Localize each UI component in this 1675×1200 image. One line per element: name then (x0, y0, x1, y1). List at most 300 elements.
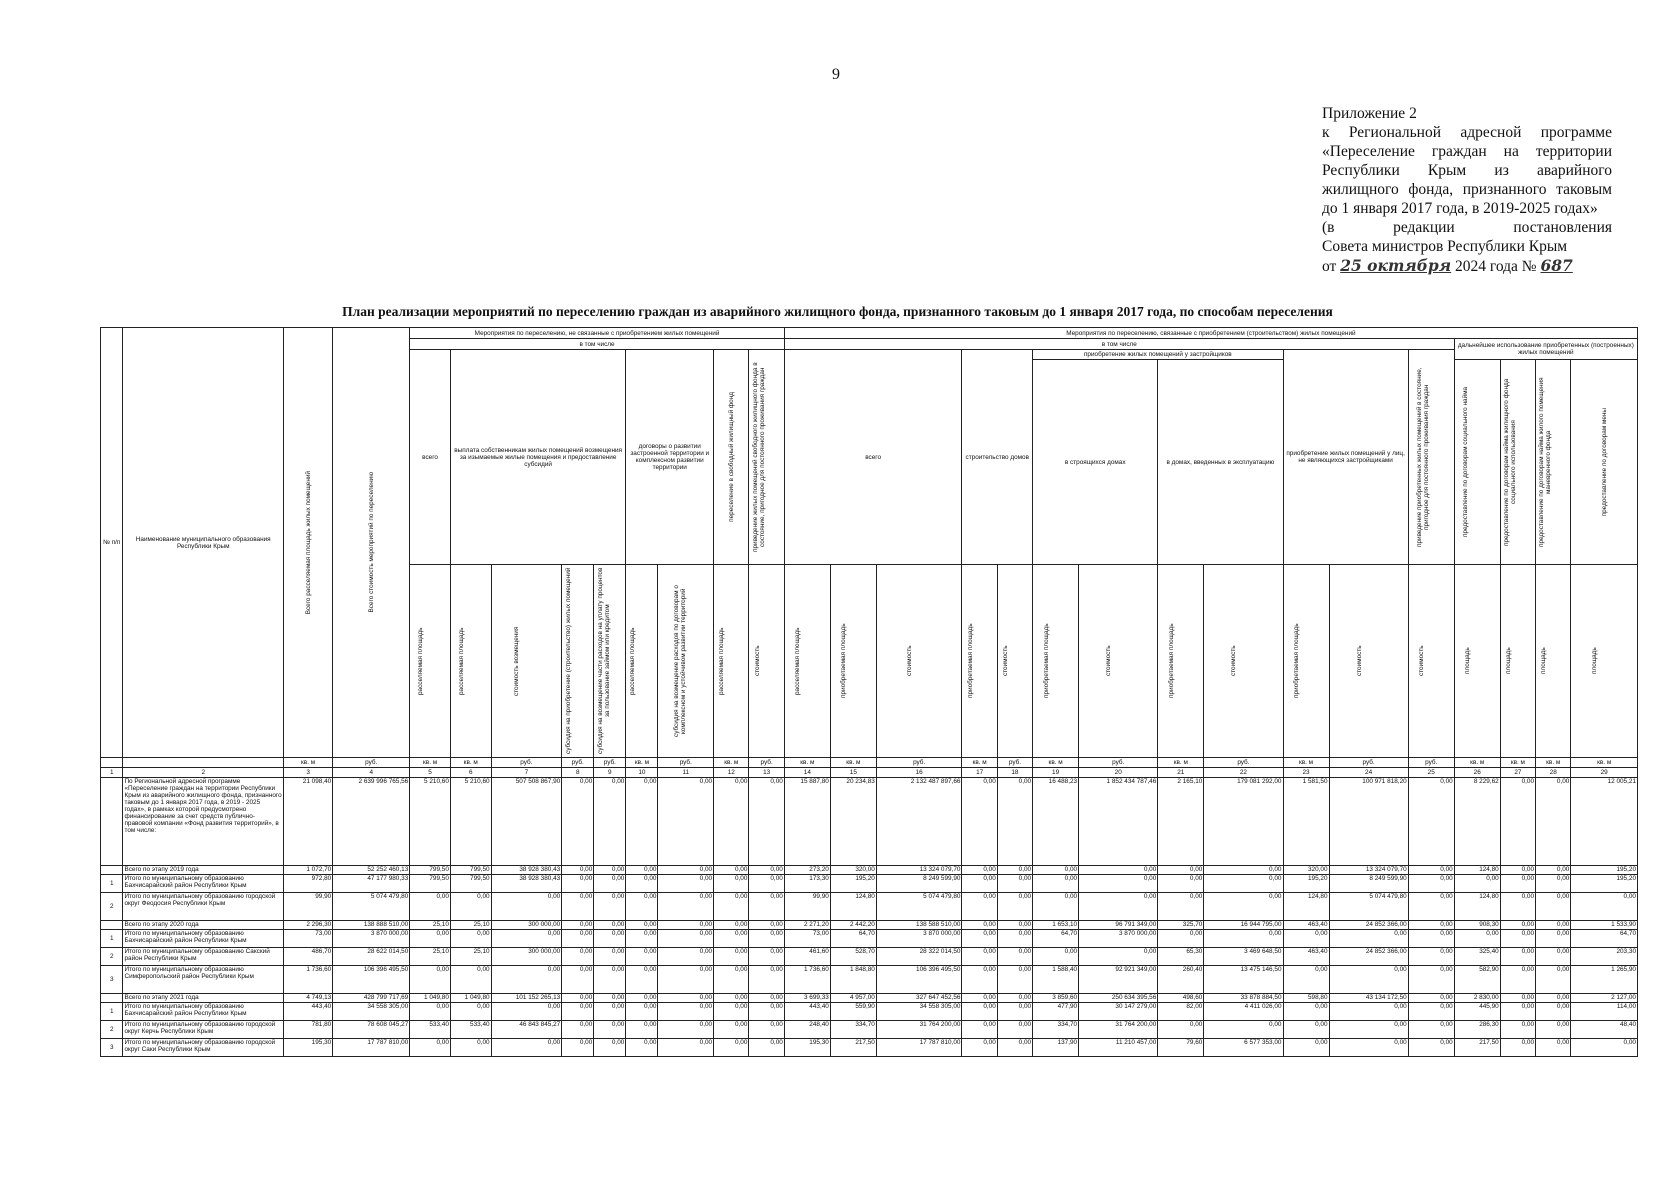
table-row (101, 866, 1638, 875)
value-cell: 2 132 487 897,66 (876, 778, 962, 866)
unit-cell: кв. м (283, 758, 332, 768)
value-cell: 0,00 (410, 966, 451, 994)
header-b-purchase-dev: приобретение жилых помещений у застройщиков (1033, 350, 1283, 360)
value-cell: 486,70 (283, 948, 332, 966)
value-cell: 0,00 (1536, 875, 1571, 893)
value-cell: 1 736,60 (784, 966, 830, 994)
value-cell: 13 324 079,70 (1329, 866, 1408, 875)
page-number: 9 (832, 66, 840, 83)
value-cell: 2 271,20 (784, 921, 830, 930)
value-cell: 3 699,33 (784, 994, 830, 1003)
row-name: Всего по этапу 2019 года (123, 866, 284, 875)
header-a-bring (749, 350, 784, 565)
row-index (101, 778, 123, 866)
value-cell: 0,00 (626, 994, 658, 1003)
value-cell: 2 442,20 (830, 921, 876, 930)
value-cell: 445,90 (1454, 1003, 1500, 1021)
header-b-commissioned: в домах, введенных в эксплуатацию (1158, 360, 1283, 565)
value-cell: 0,00 (1204, 875, 1283, 893)
header-subcol-text: стоимость (1355, 645, 1363, 677)
value-cell: 0,00 (491, 1039, 562, 1057)
value-cell: 3 870 000,00 (1079, 930, 1158, 948)
value-cell: 0,00 (1500, 875, 1535, 893)
value-cell: 0,00 (658, 1039, 714, 1057)
header-subcol-text: приобретаемая площадь (1042, 623, 1050, 699)
row-name: По Региональной адресной программе «Переселение граждан на территории Республики Крым из аварийного жилищного фонда, признанного таковым до 1 января 2017 года, в 2019 - 2025 годах», в рамках которой предусмотрено финансирование за счет средств публично-правовой компании «Фонд развития территорий», в том числе: (123, 778, 284, 866)
row-index: 1 (101, 875, 123, 893)
value-cell: 0,00 (1329, 930, 1408, 948)
value-cell: 0,00 (562, 1003, 594, 1021)
value-cell: 173,30 (784, 875, 830, 893)
value-cell: 0,00 (997, 994, 1032, 1003)
column-numbers-row (101, 768, 1638, 778)
value-cell: 0,00 (410, 1039, 451, 1057)
header-total-cost (333, 328, 410, 758)
unit-cell: кв. м (410, 758, 451, 768)
column-number-cell: 25 (1408, 768, 1454, 778)
value-cell: 0,00 (1500, 966, 1535, 994)
value-cell: 0,00 (450, 966, 491, 994)
value-cell: 0,00 (962, 893, 997, 921)
row-name: Итого по муниципальному образованию Бахчисарайский район Республики Крым (123, 930, 284, 948)
table-row (101, 1003, 1638, 1021)
column-number-cell: 28 (1536, 768, 1571, 778)
value-cell: 31 764 200,00 (1079, 1021, 1158, 1039)
value-cell: 0,00 (1408, 994, 1454, 1003)
value-cell: 25,10 (450, 948, 491, 966)
value-cell: 0,00 (997, 778, 1032, 866)
value-cell: 34 558 305,00 (876, 1003, 962, 1021)
table-row (101, 1021, 1638, 1039)
unit-cell: руб. (997, 758, 1032, 768)
value-cell: 3 870 000,00 (333, 930, 410, 948)
value-cell: 320,00 (1283, 866, 1329, 875)
value-cell: 0,00 (562, 921, 594, 930)
value-cell: 0,00 (962, 778, 997, 866)
unit-cell: руб. (491, 758, 562, 768)
table-container (100, 327, 1638, 1057)
value-cell: 0,00 (1500, 1039, 1535, 1057)
header-a-free-text: переселение в свободный жилищный фонд (727, 392, 735, 522)
value-cell: 0,00 (658, 966, 714, 994)
row-index: 1 (101, 1003, 123, 1021)
header-subcol-text: приобретаемая площадь (840, 623, 848, 699)
row-index: 2 (101, 893, 123, 921)
value-cell: 0,00 (1283, 1021, 1329, 1039)
header-subcol-10 (626, 565, 658, 758)
value-cell: 0,00 (450, 1039, 491, 1057)
row-index (101, 866, 123, 875)
value-cell: 799,50 (450, 875, 491, 893)
value-cell: 5 210,60 (450, 778, 491, 866)
value-cell: 24 852 366,00 (1329, 948, 1408, 966)
table-row (101, 966, 1638, 994)
value-cell: 0,00 (410, 893, 451, 921)
value-cell: 0,00 (1500, 866, 1535, 875)
value-cell: 0,00 (658, 1003, 714, 1021)
value-cell: 38 928 380,43 (491, 866, 562, 875)
value-cell: 0,00 (1454, 875, 1500, 893)
value-cell: 73,00 (784, 930, 830, 948)
unit-cell: кв. м (450, 758, 491, 768)
value-cell: 0,00 (491, 966, 562, 994)
row-index: 3 (101, 966, 123, 994)
value-cell: 0,00 (1571, 893, 1638, 921)
value-cell: 0,00 (1033, 866, 1079, 875)
appendix-line: «Переселение граждан на территории (1322, 143, 1612, 160)
value-cell: 124,80 (830, 893, 876, 921)
unit-cell: кв. м (1536, 758, 1571, 768)
value-cell: 0,00 (1033, 875, 1079, 893)
column-number-cell: 10 (626, 768, 658, 778)
header-f-spec-text: предоставление по договорам найма жилищного фонда социального использования (1502, 378, 1517, 546)
value-cell: 300 000,00 (491, 921, 562, 930)
table-row (101, 893, 1638, 921)
value-cell: 33 878 884,50 (1204, 994, 1283, 1003)
value-cell: 0,00 (562, 778, 594, 866)
row-name: Итого по муниципальному образованию городской округ Саки Республики Крым (123, 1039, 284, 1057)
table-row (101, 994, 1638, 1003)
appendix-block (1322, 104, 1612, 276)
value-cell: 0,00 (1408, 966, 1454, 994)
column-number-cell: 9 (594, 768, 626, 778)
value-cell: 0,00 (1454, 930, 1500, 948)
value-cell: 0,00 (1204, 930, 1283, 948)
value-cell: 0,00 (714, 948, 749, 966)
unit-cell: кв. м (1033, 758, 1079, 768)
header-f-maneuver (1536, 360, 1571, 565)
value-cell: 320,00 (830, 866, 876, 875)
header-subcol-text: стоимость возмещения (513, 626, 521, 696)
column-number-cell: 27 (1500, 768, 1535, 778)
value-cell: 0,00 (1500, 948, 1535, 966)
value-cell: 106 396 495,50 (333, 966, 410, 994)
value-cell: 0,00 (714, 875, 749, 893)
value-cell: 1 852 434 787,46 (1079, 778, 1158, 866)
header-f-spec (1500, 360, 1535, 565)
row-index: 2 (101, 948, 123, 966)
value-cell: 0,00 (714, 778, 749, 866)
header-subcol-11 (658, 565, 714, 758)
value-cell: 0,00 (1500, 778, 1535, 866)
value-cell: 0,00 (658, 948, 714, 966)
unit-cell: руб. (1408, 758, 1454, 768)
column-number-cell: 5 (410, 768, 451, 778)
value-cell: 195,20 (830, 875, 876, 893)
value-cell: 5 074 479,80 (333, 893, 410, 921)
value-cell: 6 577 353,00 (1204, 1039, 1283, 1057)
value-cell: 28 322 014,50 (876, 948, 962, 966)
value-cell: 0,00 (594, 875, 626, 893)
value-cell: 3 469 648,50 (1204, 948, 1283, 966)
value-cell: 195,20 (1571, 875, 1638, 893)
value-cell: 0,00 (626, 1039, 658, 1057)
value-cell: 0,00 (562, 930, 594, 948)
column-number-cell: 6 (450, 768, 491, 778)
value-cell: 260,40 (1158, 966, 1204, 994)
appendix-line: Республики Крым из аварийного (1322, 162, 1612, 179)
value-cell: 0,00 (491, 1003, 562, 1021)
value-cell: 138 888 510,00 (333, 921, 410, 930)
value-cell: 0,00 (491, 893, 562, 921)
header-subcol-22 (1204, 565, 1283, 758)
value-cell: 21 098,40 (283, 778, 332, 866)
unit-cell: кв. м (784, 758, 830, 768)
row-index (101, 921, 123, 930)
value-cell: 0,00 (714, 930, 749, 948)
value-cell: 124,80 (1454, 893, 1500, 921)
value-cell: 334,70 (1033, 1021, 1079, 1039)
value-cell: 48,40 (1571, 1021, 1638, 1039)
value-cell: 0,00 (658, 994, 714, 1003)
unit-cell: руб. (658, 758, 714, 768)
unit-cell: кв. м (1500, 758, 1535, 768)
value-cell: 528,70 (830, 948, 876, 966)
value-cell: 0,00 (562, 875, 594, 893)
value-cell: 0,00 (997, 1039, 1032, 1057)
value-cell: 0,00 (1329, 1039, 1408, 1057)
header-further-use: дальнейшее использование приобретенных (построенных) жилых помещений (1454, 339, 1637, 360)
value-cell: 0,00 (1408, 930, 1454, 948)
value-cell: 0,00 (562, 994, 594, 1003)
value-cell: 1 848,80 (830, 966, 876, 994)
value-cell: 0,00 (1408, 866, 1454, 875)
table-title: План реализации мероприятий по переселению граждан из аварийного жилищного фонда, признанного таковым до 1 января 2017 года, по способам переселения (342, 304, 1333, 319)
value-cell: 0,00 (1536, 930, 1571, 948)
value-cell: 8 229,62 (1454, 778, 1500, 866)
value-cell: 0,00 (450, 1003, 491, 1021)
column-number-cell: 18 (997, 768, 1032, 778)
value-cell: 0,00 (626, 893, 658, 921)
value-cell: 0,00 (594, 1003, 626, 1021)
value-cell: 0,00 (562, 866, 594, 875)
appendix-line: Совета министров Республики Крым (1322, 238, 1568, 255)
value-cell: 0,00 (1536, 1039, 1571, 1057)
value-cell: 0,00 (562, 1039, 594, 1057)
value-cell: 124,80 (1283, 893, 1329, 921)
value-cell: 325,40 (1454, 948, 1500, 966)
value-cell: 13 324 079,70 (876, 866, 962, 875)
header-subcol-text: стоимость (1001, 645, 1009, 677)
value-cell: 0,00 (1283, 930, 1329, 948)
header-subcol-text: стоимость (1418, 645, 1426, 677)
row-index: 3 (101, 1039, 123, 1057)
value-cell: 0,00 (1329, 966, 1408, 994)
value-cell: 327 647 452,56 (876, 994, 962, 1003)
value-cell: 443,40 (784, 1003, 830, 1021)
appendix-line: до 1 января 2017 года, в 2019-2025 годах» (1322, 200, 1598, 217)
value-cell: 0,00 (749, 1039, 784, 1057)
row-name: Итого по муниципальному образованию Симферопольский район Республики Крым (123, 966, 284, 994)
value-cell: 0,00 (962, 1039, 997, 1057)
value-cell: 799,50 (410, 866, 451, 875)
header-subcol-6 (450, 565, 491, 758)
value-cell: 0,00 (1204, 893, 1283, 921)
value-cell: 0,00 (1079, 866, 1158, 875)
value-cell: 463,40 (1283, 921, 1329, 930)
unit-cell (101, 758, 123, 768)
value-cell: 0,00 (714, 1021, 749, 1039)
header-group-b: Мероприятия по переселению, связанные с приобретением (строительством) жилых помещений (784, 328, 1637, 339)
value-cell: 0,00 (626, 875, 658, 893)
value-cell: 0,00 (1536, 866, 1571, 875)
value-cell: 461,60 (784, 948, 830, 966)
value-cell: 0,00 (594, 778, 626, 866)
value-cell: 203,30 (1571, 948, 1638, 966)
value-cell: 20 234,83 (830, 778, 876, 866)
value-cell: 46 843 845,27 (491, 1021, 562, 1039)
header-subcol-23 (1283, 565, 1329, 758)
value-cell: 137,90 (1033, 1039, 1079, 1057)
value-cell: 2 127,00 (1571, 994, 1638, 1003)
header-subcol-26 (1454, 565, 1500, 758)
value-cell: 0,00 (626, 1021, 658, 1039)
row-index: 2 (101, 1021, 123, 1039)
header-subcol-text: площадь (1591, 647, 1599, 675)
value-cell: 0,00 (1079, 948, 1158, 966)
value-cell: 0,00 (1079, 893, 1158, 921)
value-cell: 0,00 (1536, 994, 1571, 1003)
value-cell: 0,00 (1158, 1021, 1204, 1039)
value-cell: 533,40 (410, 1021, 451, 1039)
value-cell: 43 134 172,50 (1329, 994, 1408, 1003)
value-cell: 286,30 (1454, 1021, 1500, 1039)
value-cell: 781,80 (283, 1021, 332, 1039)
header-subcol-text: расселяемая площадь (718, 627, 726, 695)
value-cell: 0,00 (658, 930, 714, 948)
value-cell: 16 944 795,00 (1204, 921, 1283, 930)
header-subcol-text: субсидия на приобретение (строительство) жилых помещений (564, 567, 572, 755)
value-cell: 1 588,40 (1033, 966, 1079, 994)
value-cell: 0,00 (1408, 875, 1454, 893)
header-group-a: Мероприятия по переселению, не связанные с приобретением жилых помещений (410, 328, 785, 339)
value-cell: 0,00 (962, 921, 997, 930)
header-b-bring (1408, 350, 1454, 565)
header-group-a-incl: в том числе (410, 339, 785, 350)
value-cell: 498,60 (1158, 994, 1204, 1003)
value-cell: 78 608 045,27 (333, 1021, 410, 1039)
value-cell: 96 791 349,00 (1079, 921, 1158, 930)
value-cell: 0,00 (997, 930, 1032, 948)
value-cell: 82,00 (1158, 1003, 1204, 1021)
value-cell: 217,50 (1454, 1039, 1500, 1057)
header-group-b-incl: в том числе (784, 339, 1454, 350)
header-a-bring-text: приведение жилых помещений свободного жилищного фонда в состояние, пригодное для постоянного проживания граждан (751, 362, 766, 552)
value-cell: 0,00 (1500, 893, 1535, 921)
header-subcol-text: субсидия на возмещение части расходов на уплату процентов за пользование займом или кредитом (596, 567, 611, 755)
value-cell: 0,00 (1536, 1003, 1571, 1021)
value-cell: 0,00 (1329, 1003, 1408, 1021)
year-text: 2024 года № (1454, 258, 1537, 275)
value-cell: 0,00 (1158, 866, 1204, 875)
value-cell: 1 049,80 (450, 994, 491, 1003)
value-cell: 0,00 (562, 893, 594, 921)
value-cell: 0,00 (626, 1003, 658, 1021)
value-cell: 334,70 (830, 1021, 876, 1039)
header-a-payout: выплата собственникам жилых помещений возмещения за изымаемые жилые помещения и предоставление субсидий (450, 350, 625, 565)
header-subcol-text: расселяемая площадь (457, 627, 465, 695)
header-f-social (1454, 360, 1500, 565)
value-cell: 0,00 (962, 866, 997, 875)
value-cell: 0,00 (1536, 893, 1571, 921)
header-subcol-text: приобретаемая площадь (966, 623, 974, 699)
value-cell: 0,00 (997, 966, 1032, 994)
value-cell: 0,00 (658, 875, 714, 893)
row-name: Итого по муниципальному образованию городской округ Феодосия Республики Крым (123, 893, 284, 921)
column-number-cell: 17 (962, 768, 997, 778)
column-number-cell: 19 (1033, 768, 1079, 778)
header-subcol-5 (410, 565, 451, 758)
value-cell: 0,00 (1408, 893, 1454, 921)
value-cell: 0,00 (714, 893, 749, 921)
appendix-date-line (1322, 256, 1612, 276)
header-subcol-text: субсидия на возмещение расходов по договорам о комплексном и устойчивом развитии территорий (672, 585, 687, 737)
header-f-exchange-text: предоставление по договорам мены (1600, 407, 1608, 517)
date-prefix: от (1322, 258, 1337, 275)
value-cell: 0,00 (714, 966, 749, 994)
value-cell: 0,00 (1408, 1021, 1454, 1039)
value-cell: 0,00 (594, 1039, 626, 1057)
unit-cell: руб. (333, 758, 410, 768)
header-subcol-text: приобретаемая площадь (1167, 623, 1175, 699)
table-row (101, 921, 1638, 930)
value-cell: 0,00 (1204, 1021, 1283, 1039)
value-cell: 0,00 (1204, 866, 1283, 875)
value-cell: 1 736,60 (283, 966, 332, 994)
value-cell: 0,00 (962, 994, 997, 1003)
value-cell: 0,00 (962, 1021, 997, 1039)
value-cell: 0,00 (749, 994, 784, 1003)
unit-cell: кв. м (1158, 758, 1204, 768)
value-cell: 0,00 (1571, 1039, 1638, 1057)
value-cell: 972,80 (283, 875, 332, 893)
value-cell: 0,00 (714, 994, 749, 1003)
unit-cell: кв. м (1283, 758, 1329, 768)
value-cell: 15 887,80 (784, 778, 830, 866)
header-subcol-text: стоимость (753, 645, 761, 677)
value-cell: 0,00 (1158, 893, 1204, 921)
value-cell: 0,00 (626, 866, 658, 875)
header-subcol-14 (784, 565, 830, 758)
unit-cell: кв. м (1454, 758, 1500, 768)
value-cell: 0,00 (658, 778, 714, 866)
value-cell: 0,00 (1283, 966, 1329, 994)
value-cell: 0,00 (997, 921, 1032, 930)
value-cell: 0,00 (1283, 1039, 1329, 1057)
header-b-under-constr: в строящихся домах (1033, 360, 1158, 565)
header-subcol-text: расселяемая площадь (794, 627, 802, 695)
handwritten-date: 25 октября (1340, 256, 1452, 275)
column-number-cell: 1 (101, 768, 123, 778)
value-cell: 443,40 (283, 1003, 332, 1021)
value-cell: 0,00 (450, 930, 491, 948)
value-cell: 0,00 (997, 875, 1032, 893)
column-number-cell: 14 (784, 768, 830, 778)
unit-cell: руб. (876, 758, 962, 768)
unit-cell: кв. м (962, 758, 997, 768)
value-cell: 5 074 479,80 (1329, 893, 1408, 921)
value-cell: 1 533,90 (1571, 921, 1638, 930)
column-number-cell: 26 (1454, 768, 1500, 778)
header-subcol-24 (1329, 565, 1408, 758)
header-subcol-21 (1158, 565, 1204, 758)
value-cell: 0,00 (562, 948, 594, 966)
unit-cell (123, 758, 284, 768)
value-cell: 0,00 (749, 866, 784, 875)
header-subcol-9 (594, 565, 626, 758)
header-subcol-text: площадь (1464, 647, 1472, 675)
value-cell: 0,00 (1536, 948, 1571, 966)
